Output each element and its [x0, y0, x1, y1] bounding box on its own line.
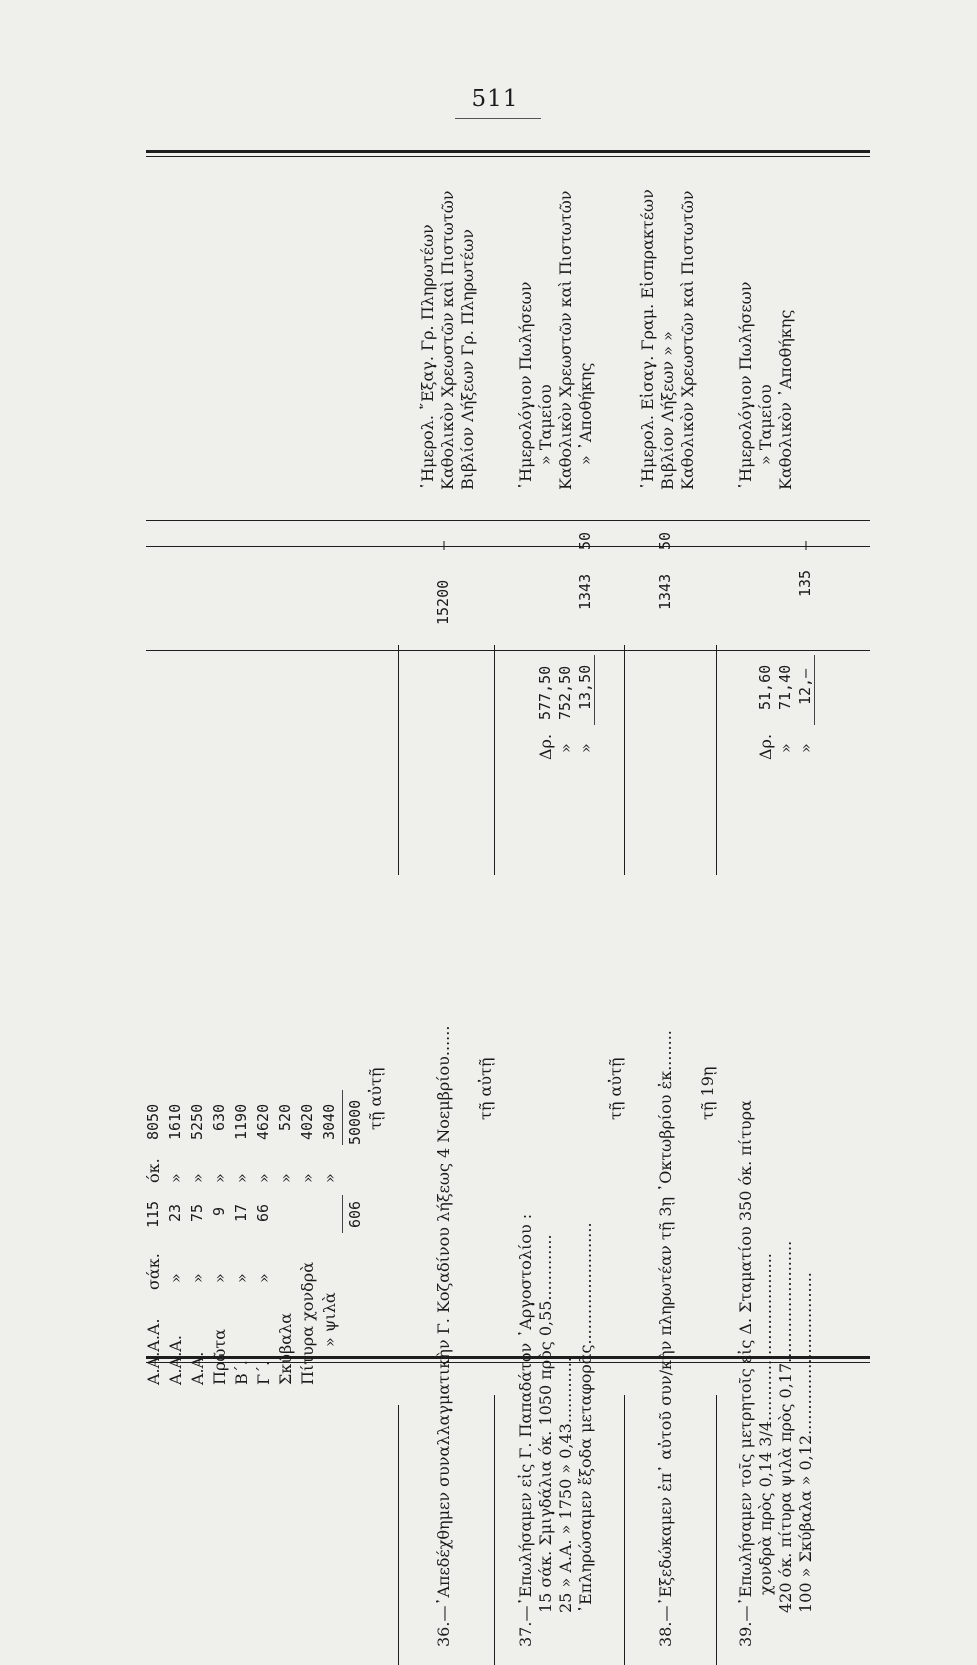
entry-36-amount: 15200 [434, 579, 452, 625]
page-number: 511 [471, 86, 519, 112]
entry-separator [494, 1395, 495, 1665]
list-item-unit2: » [298, 1173, 317, 1183]
entry-36-text: 36.—᾿Απεδέχθημεν συναλλαγματικὴν Γ. Κοζαδίνου λήξεως 4 Νοεμβρίου...... [434, 1025, 453, 1647]
list-item-label: Α.Α.Α.Α. [144, 1318, 163, 1385]
ledger-rotated [136, 155, 876, 1665]
entry-39-account: ῾Ημερολόγιον Πωλήσεων [736, 281, 755, 490]
entry-37-line-amount: 577,50 [536, 665, 554, 720]
list-item-qty: 23 [166, 1203, 184, 1222]
list-item-unit: » [166, 1273, 185, 1283]
entry-36-cents: — [434, 540, 452, 550]
list-item-label: Σκύβαλα [276, 1312, 295, 1385]
list-item-unit: σάκ. [144, 1253, 163, 1290]
entry-37-text: 37.—᾿Επωλήσαμεν εἰς Γ. Παπαδάτον ᾿Αργοστολίου : [516, 1213, 535, 1647]
entry-39-amount: 135 [796, 569, 814, 597]
entry-39-line-amount: 51,60 [756, 664, 774, 710]
entry-separator [398, 1405, 399, 1665]
entry-37-currency: Δρ. [536, 733, 555, 760]
entry-separator [716, 1395, 717, 1665]
list-item-label: Α.Α.Α. [166, 1335, 185, 1385]
sum-rule [342, 1195, 343, 1233]
entry-37-account: ῾Ημερολόγιον Πωλήσεων [516, 281, 535, 490]
entry-39-currency: » [796, 743, 815, 753]
list-item-amount: 4620 [254, 1103, 272, 1140]
entry-39-text: 39.—᾿Επωλήσαμεν τοῖς μετρητοῖς εἰς Δ. Σταματίου 350 όκ. πίτυρα [736, 1100, 755, 1647]
list-item-label: Α.Α. [188, 1351, 207, 1385]
list-item-amount: 1190 [232, 1103, 250, 1140]
entry-37-line-amount: 752,50 [556, 665, 574, 720]
entry-39-line-amount: 71,40 [776, 664, 794, 710]
list-item-unit: » [254, 1273, 273, 1283]
list-item-unit2: » [254, 1173, 273, 1183]
list-item-unit: » [232, 1273, 251, 1283]
page-number-rule [455, 118, 541, 119]
entry-38-account: Καθολικὸν Χρεωστῶν καὶ Πιστωτῶν [678, 190, 697, 490]
entry-36-account: Βιβλίον Λήξεων Γρ. Πληρωτέων [458, 229, 477, 490]
entry-39-currency: » [776, 743, 795, 753]
list-item-unit: » [188, 1273, 207, 1283]
date-label: τῇ αὐτῇ [366, 1067, 385, 1130]
date-label: τῇ 19ῃ [698, 1066, 717, 1120]
entry-37-account: » ᾿Αποθήκης [576, 362, 595, 465]
entry-39-currency: Δρ. [756, 733, 775, 760]
list-item-label: » ψιλὰ [320, 1292, 339, 1347]
list-item-qty: 17 [232, 1203, 250, 1222]
entry-separator [716, 645, 717, 875]
entry-37-account: Καθολικὸν Χρεωστῶν καὶ Πιστωτῶν [556, 190, 575, 490]
list-item-qty: 115 [144, 1200, 162, 1228]
sum-rule [814, 655, 815, 725]
sum-rule [594, 655, 595, 725]
entry-36-account: Καθολικὸν Χρεωστῶν καὶ Πιστωτῶν [438, 190, 457, 490]
list-item-qty: 75 [188, 1203, 206, 1222]
entry-38-account: ῾Ημερολ. Εἰσαγ. Γραμ. Εἰσπρακτέων [638, 189, 657, 490]
list-item-unit2: » [320, 1173, 339, 1183]
list-item-label: Γ΄. [254, 1360, 273, 1385]
entry-38-text: 38.—᾿Εξεδώκαμεν ἐπ᾿ αὐτοῦ συν/κὴν πληρωτέαν τῇ 3ῃ ᾿Οκτωβρίου ἐκ........ [656, 1030, 675, 1647]
entry-37-cents: 50 [576, 531, 594, 550]
entry-38-cents: 50 [656, 531, 674, 550]
entry-39-account: Καθολικὸν ᾿Αποθήκης [776, 309, 795, 490]
list-total-amount: 50000 [346, 1099, 364, 1145]
entry-39-text: χονδρὰ πρὸς 0,14 3/4................................. [756, 1253, 775, 1595]
list-item-unit2: » [188, 1173, 207, 1183]
sum-rule-2 [342, 1090, 343, 1145]
list-item-amount: 5250 [188, 1103, 206, 1140]
entry-37-line-amount: 13,50 [576, 664, 594, 710]
list-item-unit2: » [210, 1173, 229, 1183]
list-total-qty: 606 [346, 1200, 364, 1228]
entry-39-text: 100 » Σκύβαλα » 0,12................................ [796, 1272, 815, 1613]
entry-38-amount: 1343 [656, 573, 674, 610]
entry-37-currency: » [556, 743, 575, 753]
entry-37-amount: 1343 [576, 573, 594, 610]
list-item-amount: 3040 [320, 1103, 338, 1140]
entry-separator [624, 645, 625, 875]
entry-separator [624, 1395, 625, 1665]
list-item-unit2: όκ. [144, 1158, 163, 1183]
list-item-amount: 8050 [144, 1103, 162, 1140]
list-item-unit2: » [166, 1173, 185, 1183]
entry-39-cents: — [796, 540, 814, 550]
list-item-qty: 9 [210, 1206, 228, 1216]
top-double-rule [146, 150, 870, 153]
list-item-amount: 520 [276, 1103, 294, 1131]
entry-36-account: ῾Ημερολ. ῎Εξαγ. Γρ. Πληρωτέων [418, 224, 437, 490]
entry-37-account: » Ταμείου [536, 384, 555, 465]
list-item-amount: 4020 [298, 1103, 316, 1140]
entry-39-text: 420 όκ. πίτυρα ψιλὰ πρὸς 0,17........................ [776, 1240, 795, 1613]
entry-38-account: Βιβλίον Λήξεων » » [658, 331, 677, 490]
list-item-unit2: » [232, 1173, 251, 1183]
entry-37-text: 15 σάκ. Σμιγδάλια όκ. 1050 πρὸς 0,55............. [536, 1234, 555, 1613]
list-item-label: Β΄. [232, 1360, 251, 1385]
entry-37-text: 25 » Α.Α. » 1750 » 0,43............. [556, 1357, 575, 1613]
date-label: τῇ αὐτῇ [606, 1057, 625, 1120]
entry-39-account: » Ταμείου [756, 384, 775, 465]
list-item-label: Πίτυρα χονδρὰ [298, 1262, 317, 1385]
entry-37-currency: » [576, 743, 595, 753]
entry-37-text: ᾿Επληρώσαμεν ἔξοδα μεταφορᾶς........................ [576, 1222, 595, 1613]
list-item-label: Πρῶτα [210, 1328, 229, 1385]
entry-separator [398, 645, 399, 875]
date-label: τῇ αὐτῇ [476, 1057, 495, 1120]
list-item-unit2: » [276, 1173, 295, 1183]
list-item-unit: » [210, 1273, 229, 1283]
entry-separator [494, 645, 495, 875]
list-item-amount: 630 [210, 1103, 228, 1131]
entry-39-line-amount: 12,— [796, 668, 814, 705]
list-item-amount: 1610 [166, 1103, 184, 1140]
list-item-qty: 66 [254, 1203, 272, 1222]
